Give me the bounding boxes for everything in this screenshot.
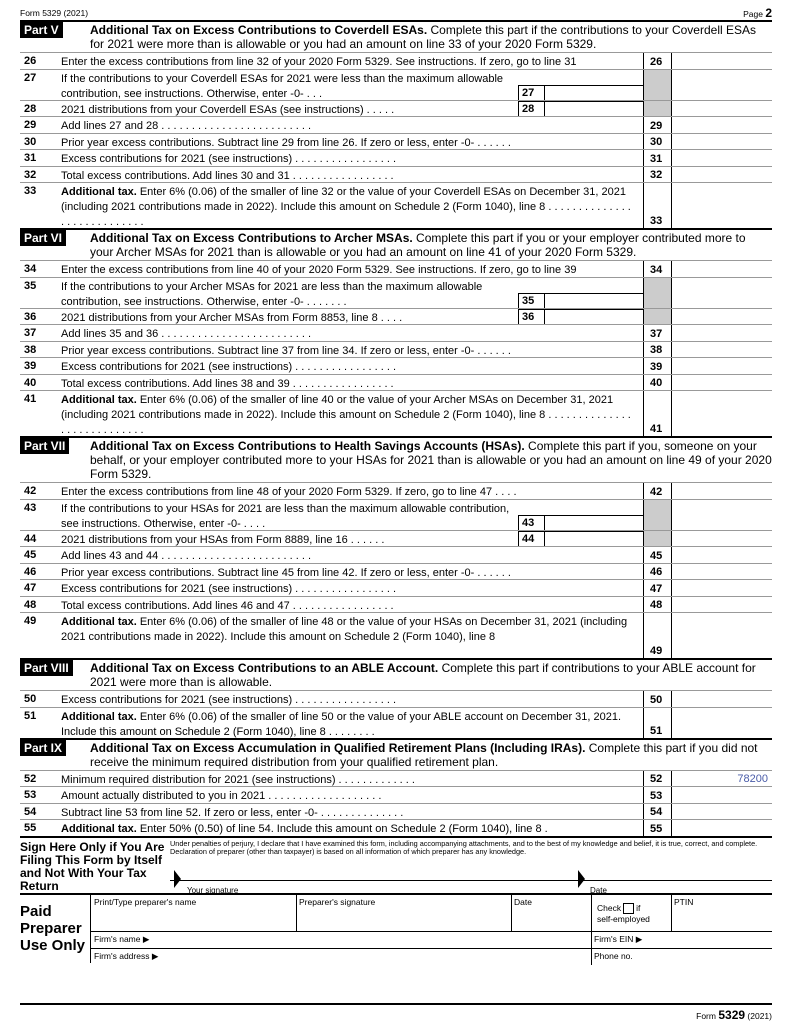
part-title: Additional Tax on Excess Contributions to Archer MSAs. <box>90 231 413 245</box>
amount-field[interactable] <box>671 820 772 836</box>
amount-field[interactable] <box>671 391 772 436</box>
paid-preparer-section <box>20 893 772 963</box>
form-line <box>20 374 772 391</box>
preparer-signature-field[interactable]: Preparer's signature <box>299 896 376 907</box>
line-text: Excess contributions for 2021 (see instructions) . . . . . . . . . . . . . . . . . <box>61 153 397 165</box>
form-line <box>20 707 772 738</box>
line-number: 51 <box>24 709 37 722</box>
line-box-label: 37 <box>643 325 671 341</box>
amount-field[interactable] <box>671 261 772 277</box>
form-page <box>20 5 772 1019</box>
amount-field[interactable] <box>671 53 772 69</box>
line-box-label: 29 <box>643 117 671 133</box>
line-box-label: 31 <box>643 150 671 166</box>
line-box-label: 40 <box>643 375 671 391</box>
form-line <box>20 770 772 787</box>
your-signature-label: Your signature <box>187 885 239 895</box>
line-box-label: 34 <box>643 261 671 277</box>
line-text: Enter the excess contributions from line 32 of your 2020 Form 5329. See instructions. If zero, go to line 31 <box>61 56 577 68</box>
form-line <box>20 546 772 563</box>
inner-amount-field[interactable] <box>544 515 643 531</box>
form-parts <box>20 20 772 836</box>
form-line <box>20 100 772 117</box>
paid-preparer-title: Paid Preparer Use Only <box>20 902 86 954</box>
line-box-label <box>643 101 671 117</box>
amount-field[interactable] <box>671 547 772 563</box>
line-box-label: 53 <box>643 787 671 803</box>
line-number: 55 <box>24 822 37 834</box>
line-text: Enter the excess contributions from line 40 of your 2020 Form 5329. See instructions. If zero, go to line 39 <box>61 264 577 276</box>
line-number: 52 <box>24 772 37 785</box>
amount-field[interactable] <box>671 708 772 738</box>
page-footer: Form 5329 (2021) <box>20 1003 772 1022</box>
line-number: 38 <box>24 343 37 356</box>
form-line <box>20 149 772 166</box>
line-text: If the contributions to your Coverdell ESAs for 2021 were less than the maximum allowable contribution, see instructions. Otherwise, enter -0- . . . <box>61 72 504 100</box>
signature-field[interactable] <box>170 880 772 881</box>
part-badge: Part VII <box>20 438 69 454</box>
line-box-label: 33 <box>643 183 671 228</box>
line-box-label: 52 <box>643 771 671 787</box>
amount-field[interactable] <box>671 134 772 150</box>
perjury-declaration: Under penalties of perjury, I declare that I have examined this form, including accompanying attachments, and to the best of my knowledge and belief, it is true, correct, and complete. Declaration of preparer (other than taxpayer) is based on all information of which preparer has any knowledge. <box>170 838 758 857</box>
line-number: 49 <box>24 615 37 627</box>
line-text: If the contributions to your Archer MSAs for 2021 are less than the maximum allowable contribution, see instructions. Otherwise, enter -0- . . . . . . . <box>61 280 483 308</box>
form-line <box>20 69 772 100</box>
line-text: Excess contributions for 2021 (see instructions) . . . . . . . . . . . . . . . . . <box>61 694 397 706</box>
amount-field[interactable] <box>671 483 772 499</box>
line-text: Prior year excess contributions. Subtract line 45 from line 42. If zero or less, enter -0- . . . . . . <box>61 566 511 579</box>
form-line <box>20 819 772 836</box>
inner-amount-field[interactable] <box>544 531 643 547</box>
part-title: Additional Tax on Excess Contributions to an ABLE Account. <box>90 661 439 675</box>
form-line <box>20 596 772 613</box>
form-line <box>20 482 772 499</box>
line-box-label <box>643 500 671 530</box>
line-number: 28 <box>24 102 37 115</box>
self-employed-checkbox[interactable] <box>623 903 634 914</box>
form-line <box>20 803 772 820</box>
line-number: 27 <box>24 71 37 84</box>
line-number: 31 <box>24 152 37 164</box>
page-number: Page 2 <box>743 6 772 20</box>
line-number: 35 <box>24 279 37 292</box>
line-number: 26 <box>24 55 37 67</box>
form-line <box>20 499 772 530</box>
part-header <box>20 658 772 690</box>
line-text: Additional tax. Enter 6% (0.06) of the smaller of line 48 or the value of your HSAs on December 31, 2021 (including 2021 contributions made in 2022). Include this amount on Schedule 2 (Form 1040), line 8 <box>61 616 628 643</box>
page-header <box>20 5 772 20</box>
form-line <box>20 52 772 69</box>
arrow-icon <box>174 870 181 888</box>
line-box-label <box>643 70 671 100</box>
amount-field <box>671 309 772 325</box>
line-box-label: 50 <box>643 691 671 707</box>
part-description: Complete this part if you, someone on your behalf, or your employer contributed more to your HSAs for 2021 than is allowable or you had an amount on line 49 of your 2020 Form 5329. <box>90 439 772 481</box>
line-number: 54 <box>24 805 37 818</box>
amount-field[interactable] <box>671 787 772 803</box>
inner-box-label: 35 <box>518 293 544 309</box>
arrow-icon <box>578 870 585 888</box>
ptin-field[interactable]: PTIN <box>674 896 694 907</box>
amount-field[interactable] <box>671 375 772 391</box>
form-line <box>20 341 772 358</box>
line-box-label: 54 <box>643 804 671 820</box>
part-header <box>20 738 772 770</box>
line-text: Excess contributions for 2021 (see instructions) . . . . . . . . . . . . . . . . . <box>61 361 397 373</box>
line-number: 45 <box>24 549 37 561</box>
line-text: Excess contributions for 2021 (see instructions) . . . . . . . . . . . . . . . . . <box>61 583 397 595</box>
line-number: 48 <box>24 598 37 611</box>
line-number: 40 <box>24 376 37 389</box>
line-box-label <box>643 309 671 325</box>
line-text: If the contributions to your HSAs for 2021 are less than the maximum allowable contribution, see instructions. Otherwise, enter -0- . . . . <box>61 502 510 530</box>
form-line <box>20 116 772 133</box>
amount-field[interactable] <box>671 167 772 183</box>
line-text: 2021 distributions from your Coverdell ESAs (see instructions) . . . . . <box>61 103 395 116</box>
amount-field <box>671 278 772 308</box>
line-text: Additional tax. Enter 6% (0.06) of the smaller of line 40 or the value of your Archer MSAs on December 31, 2021 (including 2021 contributions made in 2022). Include this amount on Schedule 2 (Form 1040), line 8 . . . . . . . . . . . . . . . . . . . . . . . . . . . . <box>61 394 631 436</box>
line-number: 50 <box>24 693 37 705</box>
line-text: Subtract line 53 from line 52. If zero or less, enter -0- . . . . . . . . . . . . . . <box>61 806 404 819</box>
line-box-label: 39 <box>643 358 671 374</box>
amount-field <box>671 101 772 117</box>
amount-field[interactable] <box>671 580 772 596</box>
line-number: 34 <box>24 263 37 275</box>
sign-here-label: Sign Here Only if You Are Filing This Form by Itself and Not With Your Tax Return <box>20 839 165 893</box>
amount-field <box>671 70 772 100</box>
line-number: 37 <box>24 327 37 339</box>
line-text: 2021 distributions from your Archer MSAs from Form 8853, line 8 . . . . <box>61 311 403 324</box>
amount-field[interactable] <box>671 183 772 228</box>
form-line <box>20 390 772 436</box>
line-box-label: 42 <box>643 483 671 499</box>
line-box-label <box>643 531 671 547</box>
preparer-date-field[interactable]: Date <box>514 896 532 907</box>
amount-field[interactable] <box>671 150 772 166</box>
line-text: Amount actually distributed to you in 2021 . . . . . . . . . . . . . . . . . . . <box>61 790 382 802</box>
phone-field[interactable]: Phone no. <box>594 950 633 961</box>
line-text: Add lines 27 and 28 . . . . . . . . . . . . . . . . . . . . . . . . . <box>61 120 312 132</box>
amount-field[interactable] <box>671 804 772 820</box>
firm-name-field[interactable]: Firm's name ▶ <box>94 933 150 944</box>
inner-box-label: 28 <box>518 101 544 117</box>
line-text: Minimum required distribution for 2021 (see instructions) . . . . . . . . . . . . . <box>61 773 415 786</box>
part-description: Complete this part if contributions to your ABLE account for 2021 were more than is allowable. <box>90 661 756 689</box>
sign-here-section <box>20 836 772 893</box>
amount-field[interactable] <box>671 325 772 341</box>
inner-box-label: 44 <box>518 531 544 547</box>
line-box-label: 45 <box>643 547 671 563</box>
line-box-label: 41 <box>643 391 671 436</box>
part-title: Additional Tax on Excess Contributions to Health Savings Accounts (HSAs). <box>90 439 525 453</box>
line-number: 46 <box>24 565 37 578</box>
part-title: Additional Tax on Excess Contributions to Coverdell ESAs. <box>90 23 428 37</box>
amount-field[interactable] <box>671 358 772 374</box>
amount-field[interactable] <box>671 613 772 658</box>
line-number: 43 <box>24 501 37 514</box>
line-box-label: 48 <box>643 597 671 613</box>
line-number: 41 <box>24 393 37 405</box>
amount-field[interactable]: 78200 <box>671 771 772 787</box>
line-box-label: 55 <box>643 820 671 836</box>
line-text: Additional tax. Enter 6% (0.06) of the smaller of line 32 or the value of your Coverdell ESAs on December 31, 2021 (including 2021 contributions made in 2022). Include this amount on Schedule 2 (Form 1040), line 8 . . . . . . . . . . . . . . . . . . . . . . . . . . . . <box>61 186 631 228</box>
amount-field <box>671 531 772 547</box>
line-text: 2021 distributions from your HSAs from Form 8889, line 16 . . . . . . <box>61 533 385 546</box>
form-line <box>20 182 772 228</box>
line-number: 32 <box>24 168 37 181</box>
form-line <box>20 579 772 596</box>
line-number: 39 <box>24 360 37 372</box>
line-box-label: 51 <box>643 708 671 738</box>
form-line <box>20 563 772 580</box>
amount-field[interactable] <box>671 117 772 133</box>
line-text: Prior year excess contributions. Subtract line 37 from line 34. If zero or less, enter -0- . . . . . . <box>61 344 511 357</box>
part-badge: Part IX <box>20 740 66 756</box>
firm-ein-field[interactable]: Firm's EIN ▶ <box>594 933 643 944</box>
preparer-name-field[interactable]: Print/Type preparer's name <box>94 896 197 907</box>
part-badge: Part V <box>20 22 63 38</box>
part-badge: Part VIII <box>20 660 73 676</box>
preparer-grid <box>90 895 772 963</box>
line-number: 47 <box>24 582 37 594</box>
form-line <box>20 260 772 277</box>
form-id: Form 5329 (2021) <box>20 8 89 18</box>
line-box-label <box>643 278 671 308</box>
line-box-label: 49 <box>643 613 671 658</box>
inner-amount-field[interactable] <box>544 293 643 309</box>
part-header <box>20 20 772 52</box>
line-text: Add lines 43 and 44 . . . . . . . . . . . . . . . . . . . . . . . . . <box>61 550 312 562</box>
form-line <box>20 166 772 183</box>
line-number: 30 <box>24 135 37 148</box>
form-line <box>20 786 772 803</box>
inner-amount-field[interactable] <box>544 85 643 101</box>
line-text: Total excess contributions. Add lines 38 and 39 . . . . . . . . . . . . . . . . . <box>61 377 394 390</box>
part-header <box>20 228 772 260</box>
line-text: Total excess contributions. Add lines 46 and 47 . . . . . . . . . . . . . . . . . <box>61 599 394 612</box>
line-text: Additional tax. Enter 50% (0.50) of line 54. Include this amount on Schedule 2 (Form 1040), line 8 . <box>61 823 548 835</box>
form-line <box>20 690 772 707</box>
line-text: Enter the excess contributions from line 48 of your 2020 Form 5329. If zero, go to line 47 . . . . <box>61 486 517 498</box>
line-box-label: 38 <box>643 342 671 358</box>
sign-date-label: Date <box>590 885 607 895</box>
line-text: Additional tax. Enter 6% (0.06) of the smaller of line 50 or the value of your ABLE account on December 31, 2021. Include this amount on Schedule 2 (Form 1040), line 8 . . . . . . . . <box>61 710 622 738</box>
part-badge: Part VI <box>20 230 66 246</box>
form-line <box>20 357 772 374</box>
line-number: 36 <box>24 310 37 323</box>
line-box-label: 32 <box>643 167 671 183</box>
form-line <box>20 612 772 658</box>
amount-field <box>671 500 772 530</box>
part-title: Additional Tax on Excess Accumulation in Qualified Retirement Plans (Including IRAs). <box>90 740 586 755</box>
line-number: 29 <box>24 119 37 131</box>
form-line <box>20 530 772 547</box>
line-number: 44 <box>24 532 37 545</box>
line-text: Prior year excess contributions. Subtract line 29 from line 26. If zero or less, enter -0- . . . . . . <box>61 136 511 149</box>
inner-amount-field[interactable] <box>544 101 643 117</box>
amount-field[interactable] <box>671 342 772 358</box>
firm-address-field[interactable]: Firm's address ▶ <box>94 950 159 961</box>
part-description: Complete this part if the contributions to your Coverdell ESAs for 2021 were more than is allowable or you had an amount on line 33 of your 2020 Form 5329. <box>90 23 756 51</box>
line-text: Add lines 35 and 36 . . . . . . . . . . . . . . . . . . . . . . . . . <box>61 328 312 340</box>
part-description: Complete this part if you did not receive the minimum required distribution from your qualified retirement plan. <box>90 740 758 769</box>
line-box-label: 46 <box>643 564 671 580</box>
amount-field[interactable] <box>671 564 772 580</box>
line-number: 33 <box>24 185 37 197</box>
form-line <box>20 277 772 308</box>
line-box-label: 30 <box>643 134 671 150</box>
inner-box-label: 43 <box>518 515 544 531</box>
inner-amount-field[interactable] <box>544 309 643 325</box>
amount-field[interactable] <box>671 691 772 707</box>
line-number: 42 <box>24 485 37 497</box>
part-description: Complete this part if you or your employer contributed more to your Archer MSAs for 2021 than is allowable or you had an amount on line 41 of your 2020 Form 5329. <box>90 231 746 259</box>
form-line <box>20 133 772 150</box>
inner-box-label: 27 <box>518 85 544 101</box>
line-number: 53 <box>24 789 37 801</box>
form-line <box>20 324 772 341</box>
part-header <box>20 436 772 482</box>
line-box-label: 26 <box>643 53 671 69</box>
amount-field[interactable] <box>671 597 772 613</box>
inner-box-label: 36 <box>518 309 544 325</box>
line-box-label: 47 <box>643 580 671 596</box>
self-employed-check: Check if self-employed <box>597 902 650 924</box>
line-text: Total excess contributions. Add lines 30 and 31 . . . . . . . . . . . . . . . . . <box>61 169 394 182</box>
form-line <box>20 308 772 325</box>
